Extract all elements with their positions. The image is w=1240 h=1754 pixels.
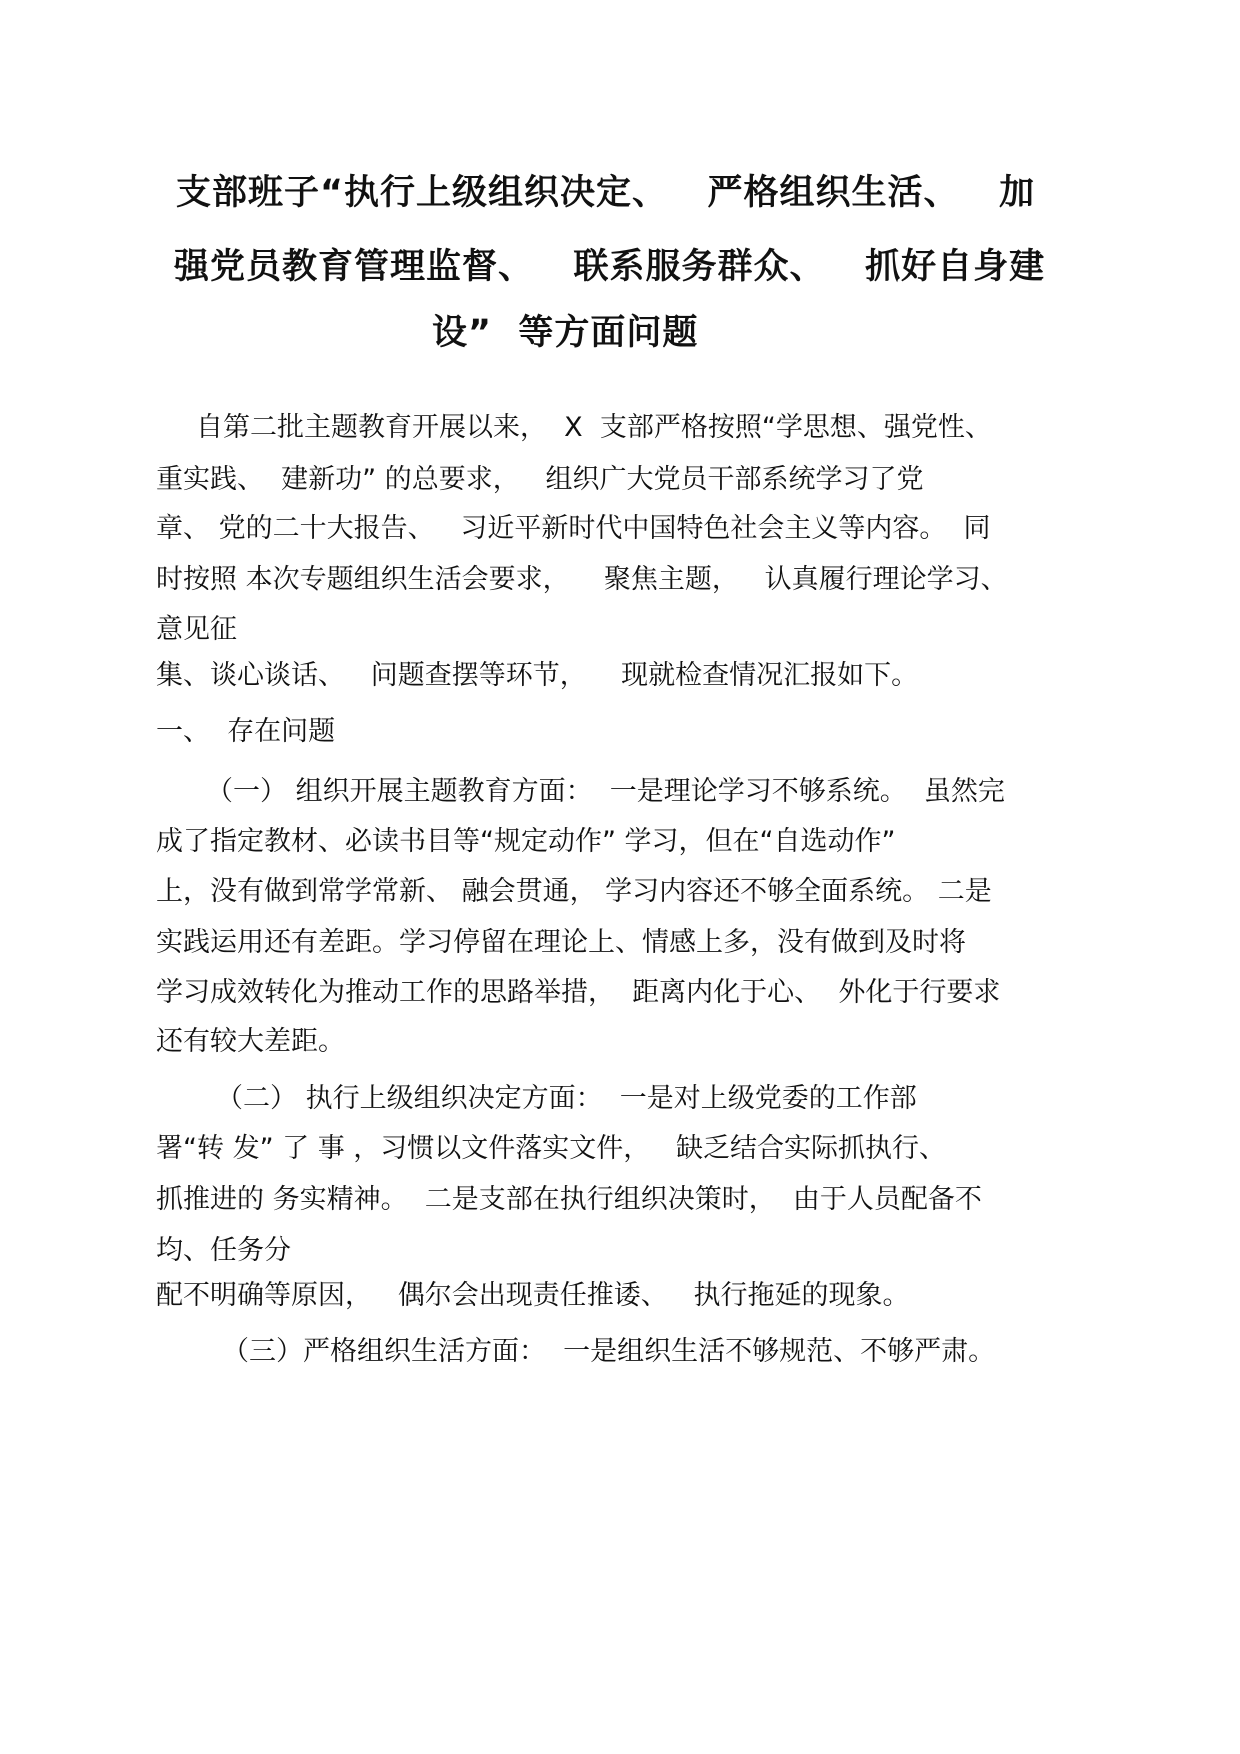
item-two-line: 配不明确等原因， 偶尔会出现责任推诿、 执行拖延的现象。 [156, 1280, 910, 1311]
item-one-line: 还有较大差距。 [156, 1026, 345, 1057]
intro-paragraph-line: 章、 党的二十大报告、 习近平新时代中国特色社会主义等内容。 同 [156, 513, 991, 544]
item-one-line: （一） 组织开展主题教育方面： 一是理论学习不够系统。 虽然完 [206, 776, 1005, 807]
intro-paragraph-line: 重实践、 建新功” 的总要求， 组织广大党员干部系统学习了党 [156, 464, 924, 495]
document-title-line-3: 设” 等方面问题 [432, 313, 699, 353]
document-title-line-1: 支部班子“执行上级组织决定、 严格组织生活、 加 [176, 173, 1036, 213]
document-title-line-2: 强党员教育管理监督、 联系服务群众、 抓好自身建 [174, 247, 1046, 287]
item-two-line: 均、任务分 [156, 1235, 291, 1266]
item-one-line: 学习成效转化为推动工作的思路举措， 距离内化于心、 外化于行要求 [156, 977, 1001, 1008]
item-one-line: 实践运用还有差距。学习停留在理论上、情感上多，没有做到及时将 [156, 927, 966, 958]
intro-paragraph-line: 自第二批主题教育开展以来， X 支部严格按照“学思想、强党性、 [196, 412, 992, 443]
item-two-line: （二） 执行上级组织决定方面： 一是对上级党委的工作部 [216, 1083, 917, 1114]
section-one-heading: 一、 存在问题 [156, 716, 336, 747]
intro-paragraph-line: 意见征 [156, 614, 237, 645]
item-one-line: 成了指定教材、必读书目等“规定动作” 学习，但在“自选动作” [156, 826, 896, 857]
item-two-line: 署“转 发” 了 事 ，习惯以文件落实文件， 缺乏结合实际抓执行、 [156, 1133, 947, 1164]
intro-paragraph-line: 集、谈心谈话、 问题查摆等环节， 现就检查情况汇报如下。 [156, 660, 919, 691]
item-one-line: 上，没有做到常学常新、 融会贯通， 学习内容还不够全面系统。 二是 [156, 876, 992, 907]
item-two-line: 抓推进的 务实精神。 二是支部在执行组织决策时， 由于人员配备不 [156, 1184, 982, 1215]
item-three-line: （三）严格组织生活方面： 一是组织生活不够规范、不够严肃。 [222, 1336, 996, 1367]
intro-paragraph-line: 时按照 本次专题组织生活会要求， 聚焦主题， 认真履行理论学习、 [156, 564, 1008, 595]
